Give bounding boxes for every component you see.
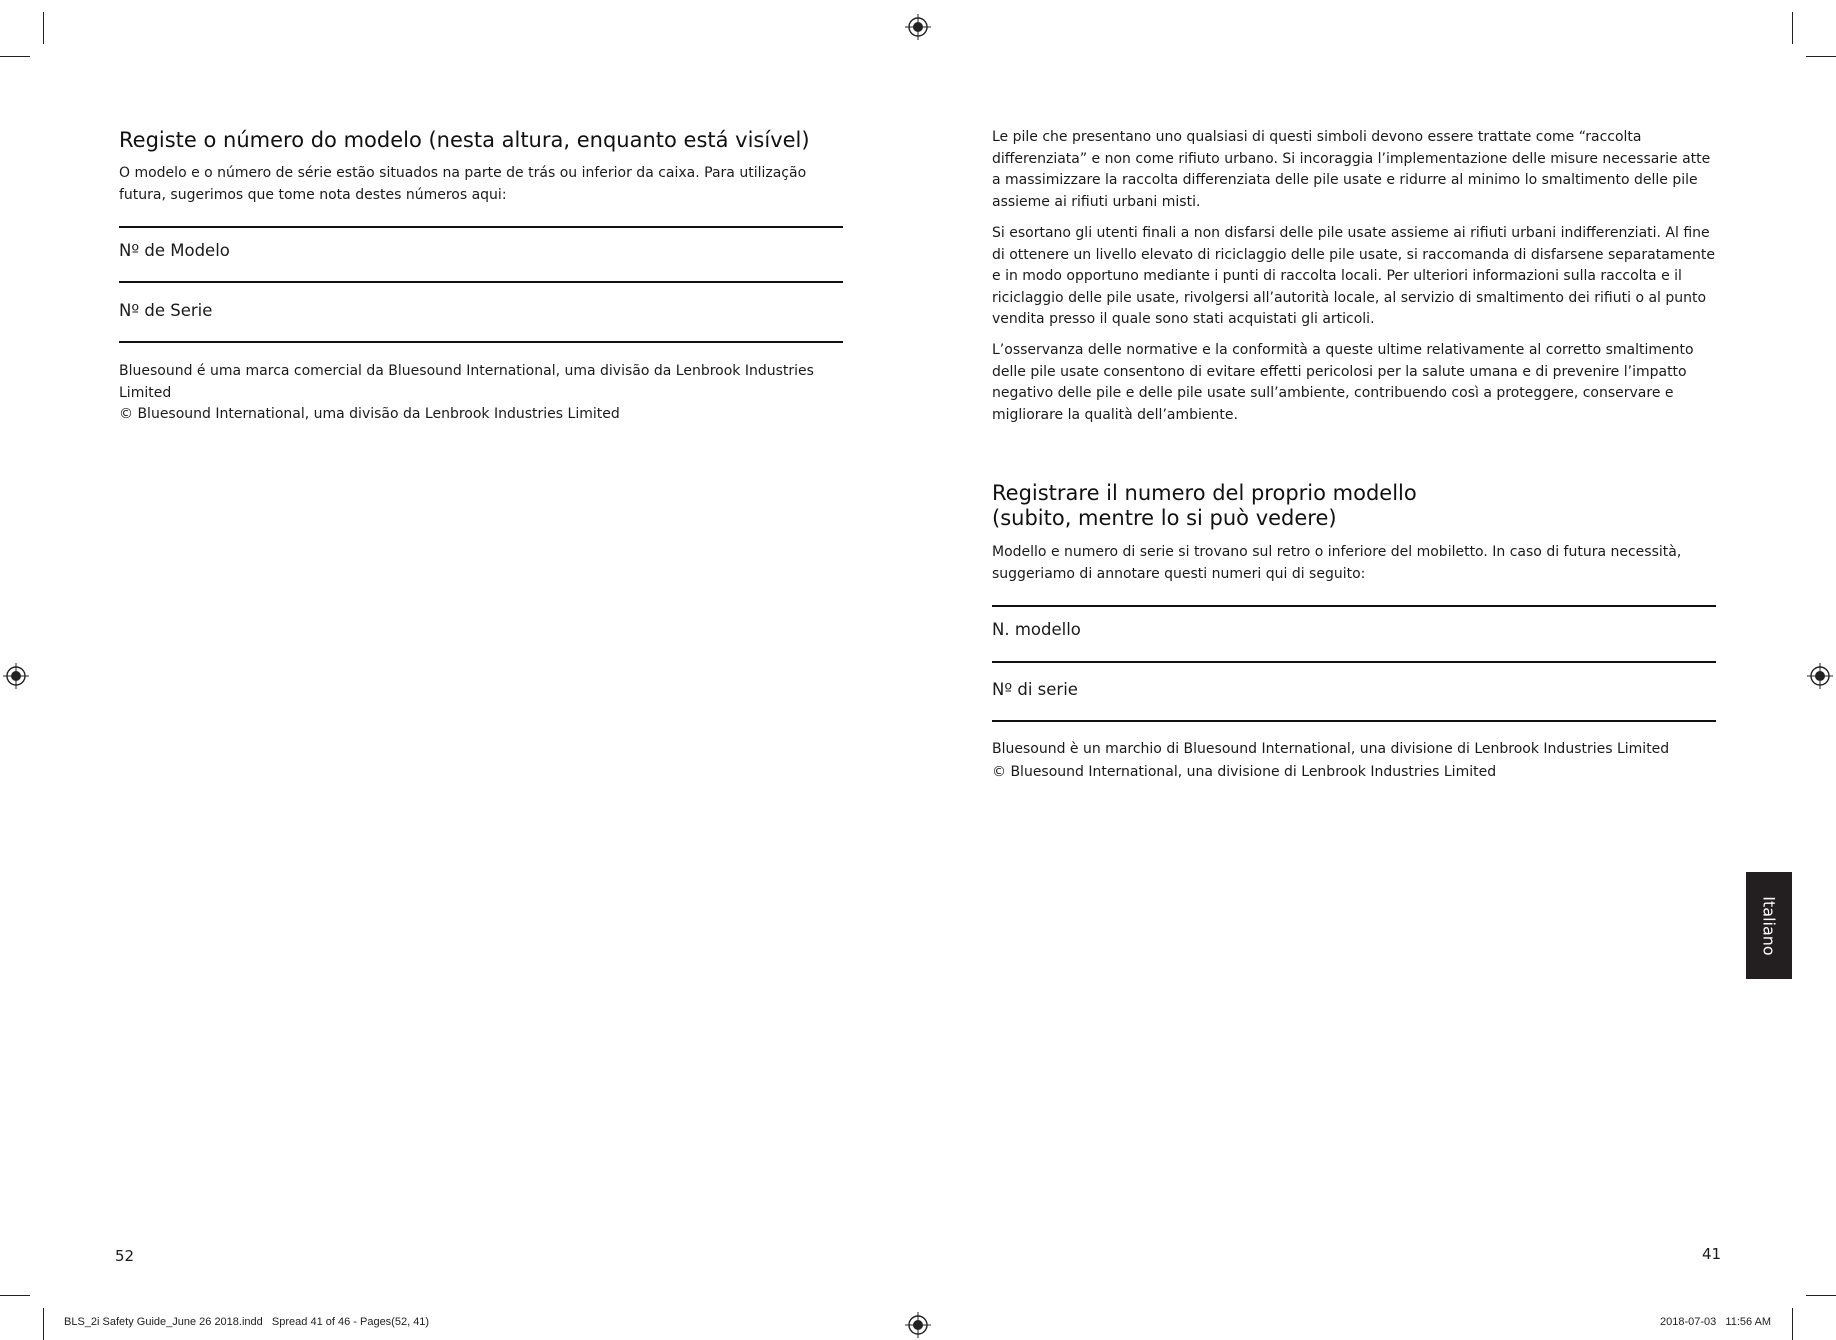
copyright-notice: © Bluesound International, una divisione di Lenbrook Industries Limited	[992, 764, 1497, 780]
trademark-notice: Bluesound è un marchio di Bluesound International, una divisione di Lenbrook Industries Limited	[992, 741, 1670, 757]
trademark-notice: Bluesound é uma marca comercial da Bluesound International, uma divisão da Lenbrook Industries Limited	[119, 363, 814, 401]
body-paragraph: Le pile che presentano uno qualsiasi di questi simboli devono essere trattate come “raccolta differenziata” e non come rifiuto urbano. Si incoraggia l’implementazione delle misure necessarie atte a massimizzare la raccolta differenziata delle pile usate e ridurre al minimo lo smaltimento delle pile assieme ai rifiuti urbani misti.	[992, 129, 1711, 210]
divider	[119, 226, 843, 228]
language-tab-label: Italiano	[1759, 895, 1779, 956]
divider	[992, 605, 1716, 607]
serial-number-label: Nº di serie	[992, 680, 1078, 699]
slug-timestamp: 2018-07-03 11:56 AM	[1660, 1316, 1772, 1328]
section-title	[992, 481, 1712, 531]
divider	[992, 720, 1716, 722]
divider	[992, 661, 1716, 663]
language-tab	[1746, 872, 1792, 979]
slug-file-info: BLS_2i Safety Guide_June 26 2018.indd Spread 41 of 46 - Pages(52, 41)	[64, 1316, 430, 1328]
divider	[119, 281, 843, 283]
intro-paragraph: O modelo e o número de série estão situados na parte de trás ou inferior da caixa. Para utilização futura, sugerimos que tome nota destes números aqui:	[119, 165, 807, 203]
body-paragraph: Si esortano gli utenti finali a non disfarsi delle pile usate assieme ai rifiuti urbani indifferenziati. Al fine di ottenere un livello elevato di riciclaggio delle pile usate, si raccomanda di disfarsene separatamente e in modo opportuno mediante i punti di raccolta locali. Per ulteriori informazioni sulla raccolta e il riciclaggio delle pile usate, rivolgersi all’autorità locale, al servizio di smaltimento dei rifiuti o al punto vendita presso il quale sono stati acquistati gli articoli.	[992, 225, 1716, 327]
section-title-line: Registrare il numero del proprio modello	[992, 481, 1417, 505]
page-title: Registe o número do modelo (nesta altura, enquanto está visível)	[119, 128, 810, 152]
serial-number-label: Nº de Serie	[119, 301, 213, 320]
divider	[119, 341, 843, 343]
body-paragraph: L’osservanza delle normative e la conformità a queste ultime relativamente al corretto smaltimento delle pile usate consentono di evitare effetti pericolosi per la salute umana e di prevenire l’impatto negativo delle pile e delle pile usate sull’ambiente, contribuendo così a proteggere, conservare e migliorare la qualità dell’ambiente.	[992, 342, 1694, 423]
section-title-line: (subito, mentre lo si può vedere)	[992, 506, 1337, 530]
copyright-notice: © Bluesound International, uma divisão da Lenbrook Industries Limited	[119, 406, 620, 422]
intro-paragraph: Modello e numero di serie si trovano sul retro o inferiore del mobiletto. In caso di futura necessità, suggeriamo di annotare questi numeri qui di seguito:	[992, 544, 1682, 582]
model-number-label: N. modello	[992, 620, 1081, 639]
right-page	[918, 0, 1836, 1340]
page-number: 52	[115, 1247, 135, 1265]
model-number-label: Nº de Modelo	[119, 241, 230, 260]
page-number: 41	[1702, 1245, 1722, 1263]
